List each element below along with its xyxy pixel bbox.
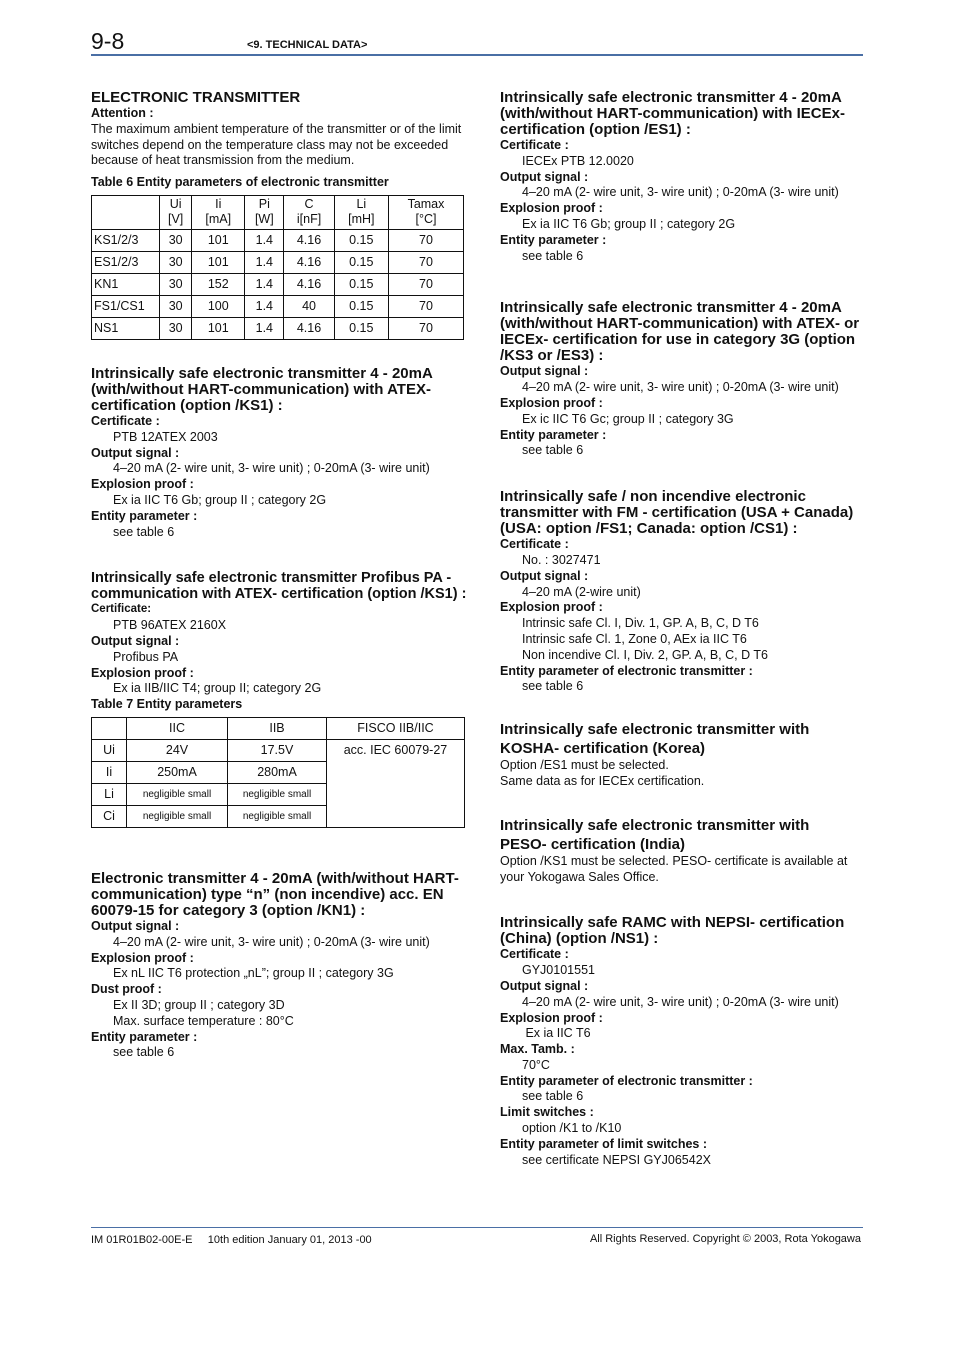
field-label: Entity parameter of limit switches : bbox=[500, 1136, 707, 1151]
field-value: Intrinsic safe Cl. I, Div. 1, GP. A, B, C, D T6 bbox=[522, 616, 759, 631]
field-label: Output signal : bbox=[91, 918, 180, 933]
section-profibus bbox=[91, 570, 471, 828]
body-text: Option /ES1 must be selected. bbox=[500, 758, 669, 773]
field-value: see table 6 bbox=[113, 1045, 175, 1060]
field-label: Explosion proof : bbox=[500, 1010, 603, 1025]
field-label: Entity parameter : bbox=[91, 1029, 198, 1044]
field-label: Entity parameter : bbox=[500, 427, 607, 442]
section-title: ELECTRONIC TRANSMITTER bbox=[91, 89, 301, 106]
table-cell: 24V bbox=[127, 739, 228, 761]
table-cell: 1.4 bbox=[245, 273, 284, 295]
table-cell: 4.16 bbox=[284, 251, 334, 273]
table-cell: 30 bbox=[160, 317, 192, 339]
section-es1-iecex bbox=[500, 90, 872, 264]
field-label: Output signal : bbox=[500, 364, 589, 379]
table-header-cell: IIB bbox=[228, 717, 327, 739]
table-cell: 4.16 bbox=[284, 229, 334, 251]
table-header-cell bbox=[92, 195, 160, 229]
field-value: see table 6 bbox=[113, 524, 175, 539]
chapter-title: <9. TECHNICAL DATA> bbox=[247, 39, 368, 51]
table-cell: 30 bbox=[160, 229, 192, 251]
table-cell: 4.16 bbox=[284, 317, 334, 339]
field-value: see table 6 bbox=[522, 1089, 584, 1104]
field-label: Explosion proof : bbox=[91, 665, 194, 680]
field-value: Ex ia IIC T6 Gb; group II ; category 2G bbox=[522, 216, 736, 231]
field-value: see table 6 bbox=[522, 443, 584, 458]
field-value: 70°C bbox=[522, 1057, 550, 1072]
section-title: Intrinsically safe electronic transmitter 4 - 20mA (with/without HART-communication) with IECEx- certification (option /ES1) : bbox=[500, 89, 845, 138]
table-cell: negligible small bbox=[127, 783, 228, 805]
section-title: Intrinsically safe electronic transmitter 4 - 20mA (with/without HART-communication) with ATEX- or IECEx- certification for use in category 3G (option /KS3 or /ES3) : bbox=[500, 299, 860, 365]
table-7 bbox=[91, 717, 465, 828]
field-label: Limit switches : bbox=[500, 1105, 594, 1120]
field-label: Certificate : bbox=[500, 947, 569, 962]
table-cell: 30 bbox=[160, 273, 192, 295]
field-value: PTB 12ATEX 2003 bbox=[113, 429, 218, 444]
table-header-row bbox=[92, 717, 465, 739]
field-value: 4–20 mA (2- wire unit, 3- wire unit) ; 0-20mA (3- wire unit) bbox=[113, 461, 430, 476]
table-header-cell: FISCO IIB/IIC bbox=[327, 717, 465, 739]
table-cell: 70 bbox=[388, 229, 463, 251]
table-cell: 1.4 bbox=[245, 295, 284, 317]
table-row bbox=[92, 229, 464, 251]
section-ks3-es3 bbox=[500, 300, 872, 459]
footer-rule bbox=[91, 1227, 863, 1228]
section-kosha bbox=[500, 720, 872, 790]
field-value: Intrinsic safe Cl. 1, Zone 0, AEx ia IIC T6 bbox=[522, 631, 747, 646]
table-cell: 280mA bbox=[228, 761, 327, 783]
field-label: Certificate : bbox=[91, 413, 160, 428]
field-value: Ex nL IIC T6 protection „nL”; group II ; category 3G bbox=[113, 966, 394, 981]
table-6-block bbox=[91, 175, 471, 340]
field-value: Ex ic IIC T6 Gc; group II ; category 3G bbox=[522, 411, 734, 426]
field-value: see table 6 bbox=[522, 248, 584, 263]
section-title: Intrinsically safe electronic transmitter 4 - 20mA (with/without HART-communication) with ATEX- certification (option /KS1) : bbox=[91, 364, 433, 414]
table-cell: Ci bbox=[92, 805, 127, 827]
attention-label: Attention : bbox=[91, 106, 154, 120]
table-caption: Table 7 Entity parameters bbox=[91, 697, 243, 712]
field-label: Entity parameter : bbox=[500, 232, 607, 247]
body-text: Same data as for IECEx certification. bbox=[500, 773, 705, 788]
field-value: 4–20 mA (2- wire unit, 3- wire unit) ; 0-20mA (3- wire unit) bbox=[113, 934, 430, 949]
field-value: GYJ0101551 bbox=[522, 963, 595, 978]
field-label: Output signal : bbox=[500, 978, 589, 993]
section-ks1-atex bbox=[91, 366, 471, 540]
section-title: KOSHA- certification (Korea) bbox=[500, 740, 706, 758]
field-label: Certificate: bbox=[91, 603, 152, 616]
field-value: IECEx PTB 12.0020 bbox=[522, 153, 634, 168]
attention-text: The maximum ambient temperature of the transmitter or of the limit switches depend on the temperature class may not be exceeded because of heat transmission from the medium. bbox=[91, 121, 462, 168]
table-header-cell: C i[nF] bbox=[284, 195, 334, 229]
field-label: Explosion proof : bbox=[500, 201, 603, 216]
fisco-note-cell: acc. IEC 60079-27 bbox=[327, 739, 465, 827]
field-value: see certificate NEPSI GYJ06542X bbox=[522, 1152, 711, 1167]
section-electronic-transmitter bbox=[91, 90, 471, 169]
field-label: Output signal : bbox=[500, 568, 589, 583]
field-label: Explosion proof : bbox=[500, 395, 603, 410]
table-cell: 1.4 bbox=[245, 317, 284, 339]
section-kn1 bbox=[91, 871, 471, 1061]
table-cell: negligible small bbox=[228, 805, 327, 827]
field-label: Entity parameter of electronic transmitter : bbox=[500, 1073, 753, 1088]
section-title: Intrinsically safe electronic transmitter Profibus PA - communication with ATEX- certification (option /KS1) : bbox=[91, 570, 467, 603]
table-cell: negligible small bbox=[228, 783, 327, 805]
field-label: Explosion proof : bbox=[500, 600, 603, 615]
table-header-row bbox=[92, 195, 464, 229]
table-row bbox=[92, 251, 464, 273]
section-title: Electronic transmitter 4 - 20mA (with/without HART-communication) type “n” (non incendive) acc. EN 60079-15 for category 3 (option /KN1) : bbox=[91, 869, 459, 919]
table-cell: 250mA bbox=[127, 761, 228, 783]
table-cell: 0.15 bbox=[334, 229, 388, 251]
field-value: Profibus PA bbox=[113, 649, 179, 664]
field-value: PTB 96ATEX 2160X bbox=[113, 618, 227, 633]
section-title: Intrinsically safe RAMC with NEPSI- certification (China) (option /NS1) : bbox=[500, 914, 845, 948]
field-value: 4–20 mA (2- wire unit, 3- wire unit) ; 0-20mA (3- wire unit) bbox=[522, 994, 839, 1009]
table-cell: 0.15 bbox=[334, 273, 388, 295]
footer-copyright: All Rights Reserved. Copyright © 2003, Rota Yokogawa bbox=[589, 1233, 861, 1245]
table-cell: 4.16 bbox=[284, 273, 334, 295]
field-value: 4–20 mA (2- wire unit, 3- wire unit) ; 0-20mA (3- wire unit) bbox=[522, 380, 839, 395]
table-row bbox=[92, 739, 465, 761]
table-cell: Li bbox=[92, 783, 127, 805]
field-value: 4–20 mA (2- wire unit, 3- wire unit) ; 0-20mA (3- wire unit) bbox=[522, 185, 839, 200]
field-value: 4–20 mA (2-wire unit) bbox=[522, 584, 641, 599]
table-header-cell: Li [mH] bbox=[334, 195, 388, 229]
table-cell: 101 bbox=[192, 251, 245, 273]
field-label: Output signal : bbox=[500, 169, 589, 184]
table-6 bbox=[91, 195, 464, 340]
field-label: Output signal : bbox=[91, 445, 180, 460]
table-cell: 101 bbox=[192, 317, 245, 339]
table-cell: KN1 bbox=[92, 273, 160, 295]
table-cell: 30 bbox=[160, 295, 192, 317]
section-title: PESO- certification (India) bbox=[500, 835, 686, 853]
page-number: 9-8 bbox=[91, 28, 125, 54]
table-cell: 40 bbox=[284, 295, 334, 317]
table-cell: ES1/2/3 bbox=[92, 251, 160, 273]
field-value: Ex ia IIB/IIC T4; group II; category 2G bbox=[113, 681, 322, 696]
field-value: option /K1 to /K10 bbox=[522, 1121, 622, 1136]
table-row bbox=[92, 273, 464, 295]
section-nepsi bbox=[500, 915, 872, 1168]
section-title: Intrinsically safe / non incendive electronic transmitter with FM - certification (USA + Canada) (USA: option /FS1; Canada: option /CS1) : bbox=[500, 488, 854, 538]
table-cell: 1.4 bbox=[245, 229, 284, 251]
field-label: Max. Tamb. : bbox=[500, 1042, 575, 1057]
field-label: Explosion proof : bbox=[91, 477, 194, 492]
footer-document-id: IM 01R01B02-00E-E 10th edition January 01, 2013 -00 bbox=[91, 1234, 372, 1246]
right-column bbox=[500, 90, 872, 1168]
field-value: Non incendive Cl. I, Div. 2, GP. A, B, C, D T6 bbox=[522, 647, 768, 662]
field-label: Output signal : bbox=[91, 633, 180, 648]
table-cell: Ui bbox=[92, 739, 127, 761]
field-value: see table 6 bbox=[522, 679, 584, 694]
table-cell: 0.15 bbox=[334, 317, 388, 339]
field-value: Max. surface temperature : 80°C bbox=[113, 1013, 294, 1028]
table-cell: 70 bbox=[388, 251, 463, 273]
header-rule bbox=[91, 54, 863, 56]
table-cell: NS1 bbox=[92, 317, 160, 339]
table-cell: 30 bbox=[160, 251, 192, 273]
field-value: Ex ia IIC T6 bbox=[522, 1026, 591, 1041]
table-cell: FS1/CS1 bbox=[92, 295, 160, 317]
table-header-cell: Ui [V] bbox=[160, 195, 192, 229]
table-cell: 70 bbox=[388, 273, 463, 295]
table-cell: KS1/2/3 bbox=[92, 229, 160, 251]
table-cell: 152 bbox=[192, 273, 245, 295]
table-header-cell: IIC bbox=[127, 717, 228, 739]
table-cell: Ii bbox=[92, 761, 127, 783]
section-fm-certification bbox=[500, 489, 872, 695]
table-row bbox=[92, 317, 464, 339]
table-header-cell: Tamax [°C] bbox=[388, 195, 463, 229]
field-label: Certificate : bbox=[500, 138, 569, 152]
table-cell: 0.15 bbox=[334, 251, 388, 273]
table-cell: 17.5V bbox=[228, 739, 327, 761]
table-caption: Table 6 Entity parameters of electronic transmitter bbox=[91, 175, 389, 190]
field-value: No. : 3027471 bbox=[522, 552, 601, 567]
table-cell: 0.15 bbox=[334, 295, 388, 317]
table-cell: negligible small bbox=[127, 805, 228, 827]
section-title: Intrinsically safe electronic transmitter with bbox=[500, 721, 810, 739]
table-cell: 101 bbox=[192, 229, 245, 251]
field-value: Ex II 3D; group II ; category 3D bbox=[113, 997, 285, 1012]
field-value: Ex ia IIC T6 Gb; group II ; category 2G bbox=[113, 492, 327, 507]
table-cell: 1.4 bbox=[245, 251, 284, 273]
table-header-cell bbox=[92, 717, 127, 739]
field-label: Entity parameter of electronic transmitter : bbox=[500, 663, 753, 678]
field-label: Explosion proof : bbox=[91, 950, 194, 965]
body-text: Option /KS1 must be selected. PESO- certificate is available at your Yokogawa Sales Office. bbox=[500, 853, 848, 884]
field-label: Entity parameter : bbox=[91, 508, 198, 523]
section-title: Intrinsically safe electronic transmitter with bbox=[500, 816, 810, 834]
field-label: Dust proof : bbox=[91, 982, 162, 997]
left-column bbox=[91, 90, 471, 1061]
section-peso bbox=[500, 816, 872, 886]
table-cell: 70 bbox=[388, 295, 463, 317]
table-header-cell: Ii [mA] bbox=[192, 195, 245, 229]
table-header-cell: Pi [W] bbox=[245, 195, 284, 229]
table-cell: 70 bbox=[388, 317, 463, 339]
field-label: Certificate : bbox=[500, 537, 569, 552]
table-row bbox=[92, 295, 464, 317]
table-cell: 100 bbox=[192, 295, 245, 317]
